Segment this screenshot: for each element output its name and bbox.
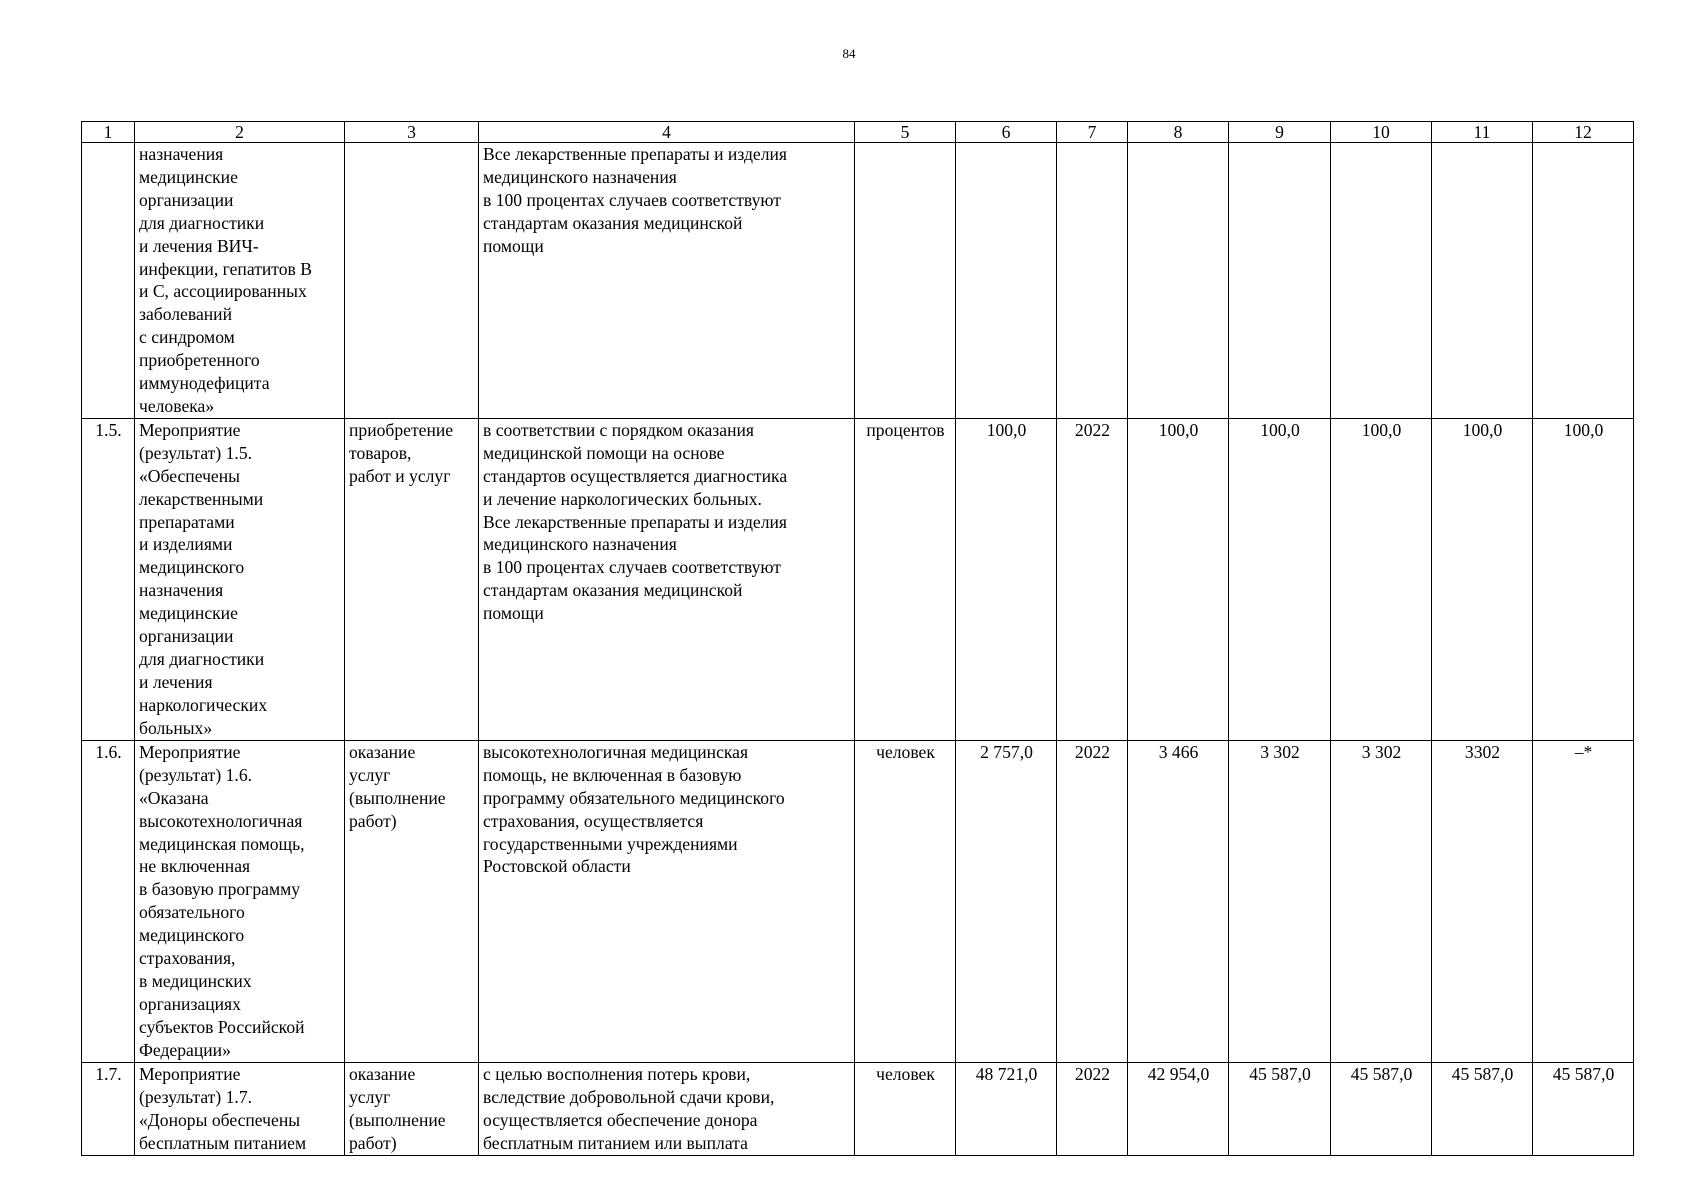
value-col-11 (1432, 143, 1533, 419)
column-header: 5 (855, 122, 956, 143)
value-col-11: 3302 (1432, 740, 1533, 1062)
value-col-12: 45 587,0 (1533, 1062, 1634, 1155)
column-header: 10 (1331, 122, 1432, 143)
measures-table (81, 121, 1634, 1156)
base-year: 2022 (1057, 418, 1128, 740)
column-header: 1 (82, 122, 135, 143)
measure-type (345, 143, 479, 419)
value-col-9: 3 302 (1229, 740, 1331, 1062)
column-header: 7 (1057, 122, 1128, 143)
unit: человек (855, 740, 956, 1062)
value-col-11: 100,0 (1432, 418, 1533, 740)
column-header: 12 (1533, 122, 1634, 143)
value-col-8: 42 954,0 (1128, 1062, 1229, 1155)
column-header: 8 (1128, 122, 1229, 143)
base-value (956, 143, 1057, 419)
measure-description: Все лекарственные препараты и изделия медицинского назначения в 100 процентах случаев соответствуют стандартам оказания медицинской помощи (479, 143, 855, 419)
value-col-10: 3 302 (1331, 740, 1432, 1062)
base-year: 2022 (1057, 740, 1128, 1062)
column-header: 4 (479, 122, 855, 143)
unit (855, 143, 956, 419)
column-header: 9 (1229, 122, 1331, 143)
base-year (1057, 143, 1128, 419)
base-value: 48 721,0 (956, 1062, 1057, 1155)
value-col-12: 100,0 (1533, 418, 1634, 740)
column-header: 2 (135, 122, 345, 143)
value-col-12: –* (1533, 740, 1634, 1062)
column-header: 11 (1432, 122, 1533, 143)
measure-description: высокотехнологичная медицинская помощь, не включенная в базовую программу обязательного медицинского страхования, осуществляется государственными учреждениями Ростовской области (479, 740, 855, 1062)
value-col-9 (1229, 143, 1331, 419)
value-col-12 (1533, 143, 1634, 419)
column-header: 6 (956, 122, 1057, 143)
column-number-header-row (82, 122, 1634, 143)
value-col-11: 45 587,0 (1432, 1062, 1533, 1155)
table-row (82, 418, 1634, 740)
column-header: 3 (345, 122, 479, 143)
table-row (82, 1062, 1634, 1155)
base-year: 2022 (1057, 1062, 1128, 1155)
value-col-9: 45 587,0 (1229, 1062, 1331, 1155)
measure-type: приобретение товаров, работ и услуг (345, 418, 479, 740)
value-col-8: 3 466 (1128, 740, 1229, 1062)
row-number: 1.5. (82, 418, 135, 740)
table-row (82, 740, 1634, 1062)
measure-description: с целью восполнения потерь крови, вследствие добровольной сдачи крови, осуществляется обеспечение донора бесплатным питанием или выплата (479, 1062, 855, 1155)
base-value: 2 757,0 (956, 740, 1057, 1062)
measure-name: Мероприятие (результат) 1.7. «Доноры обеспечены бесплатным питанием (135, 1062, 345, 1155)
value-col-10 (1331, 143, 1432, 419)
value-col-10: 45 587,0 (1331, 1062, 1432, 1155)
measure-type: оказание услуг (выполнение работ) (345, 1062, 479, 1155)
unit: человек (855, 1062, 956, 1155)
value-col-9: 100,0 (1229, 418, 1331, 740)
measure-name: Мероприятие (результат) 1.5. «Обеспечены лекарственными препаратами и изделиями медицинского назначения медицинские организации для диагностики и лечения наркологических больных» (135, 418, 345, 740)
base-value: 100,0 (956, 418, 1057, 740)
row-number: 1.7. (82, 1062, 135, 1155)
value-col-8: 100,0 (1128, 418, 1229, 740)
unit: процентов (855, 418, 956, 740)
measure-name: назначения медицинские организации для диагностики и лечения ВИЧ- инфекции, гепатитов В и С, ассоциированных заболеваний с синдромом приобретенного иммунодефицита человека» (135, 143, 345, 419)
row-number (82, 143, 135, 419)
value-col-10: 100,0 (1331, 418, 1432, 740)
page-number: 84 (842, 46, 856, 61)
measure-type: оказание услуг (выполнение работ) (345, 740, 479, 1062)
value-col-8 (1128, 143, 1229, 419)
row-number: 1.6. (82, 740, 135, 1062)
measure-name: Мероприятие (результат) 1.6. «Оказана высокотехнологичная медицинская помощь, не включенная в базовую программу обязательного медицинского страхования, в медицинских организациях субъектов Российской Федерации» (135, 740, 345, 1062)
measure-description: в соответствии с порядком оказания медицинской помощи на основе стандартов осуществляется диагностика и лечение наркологических больных. Все лекарственные препараты и изделия медицинского назначения в 100 процентах случаев соответствуют стандартам оказания медицинской помощи (479, 418, 855, 740)
table-row (82, 143, 1634, 419)
